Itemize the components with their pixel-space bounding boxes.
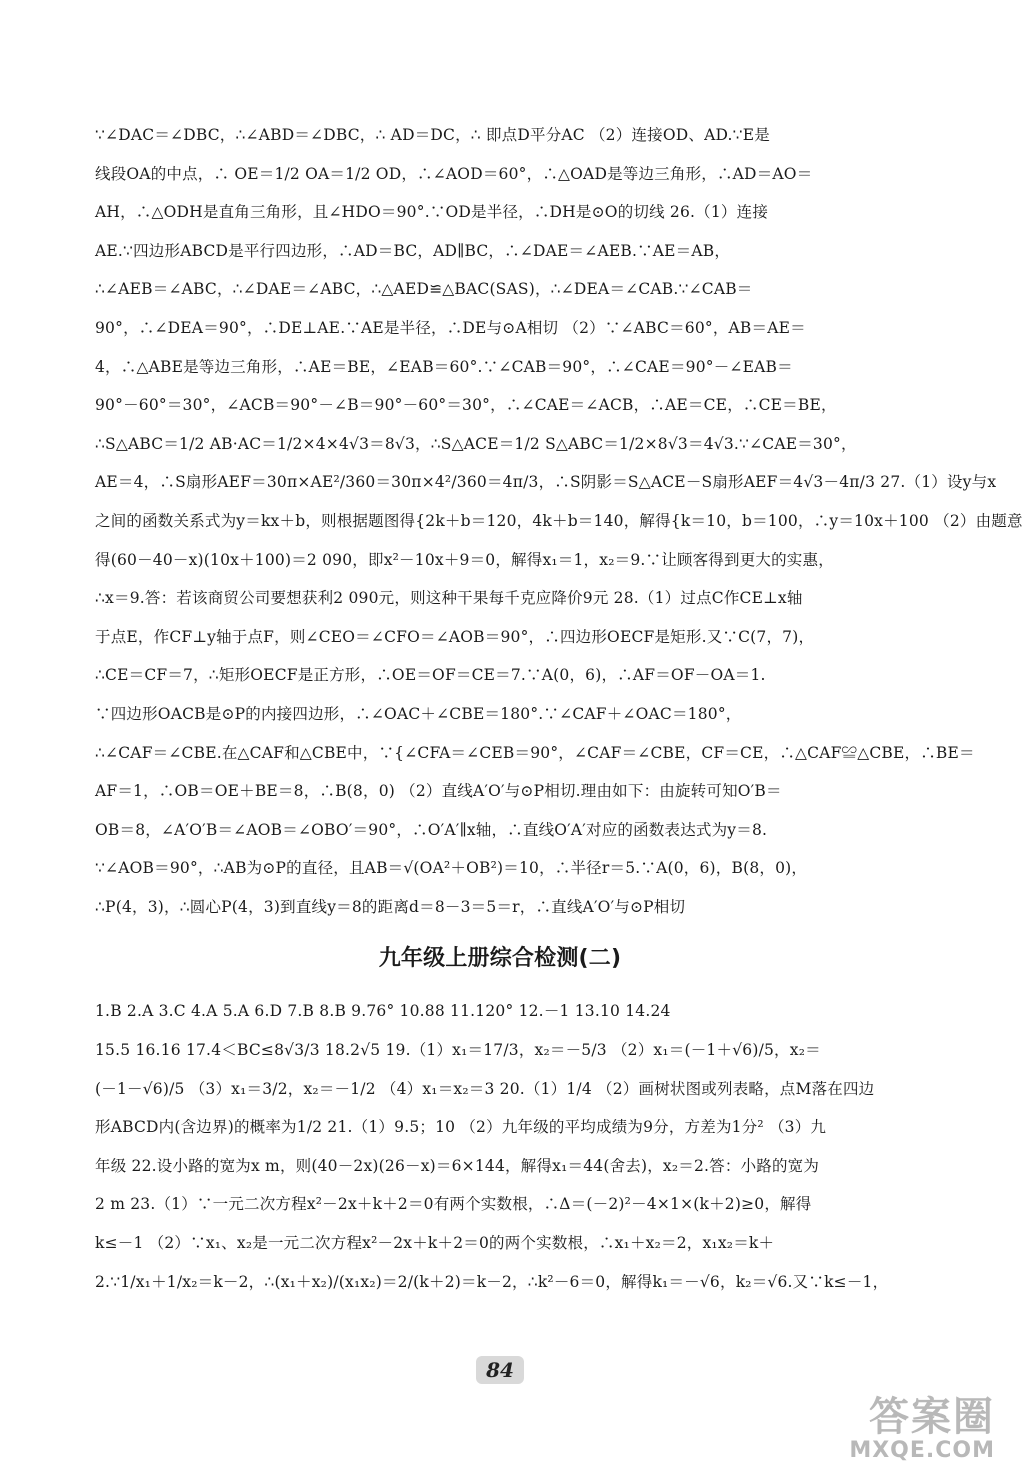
text-line: 90°－60°＝30°，∠ACB＝90°－∠B＝90°－60°＝30°，∴∠CAE＝∠ACB，∴AE＝CE，∴CE＝BE， — [95, 396, 837, 415]
text-line: 线段OA的中点，∴ OE＝1/2 OA＝1/2 OD，∴∠AOD＝60°，∴△OAD是等边三角形，∴AD＝AO＝ — [95, 164, 813, 183]
text-line: ∴∠CAF＝∠CBE.在△CAF和△CBE中，∵{∠CFA＝∠CEB＝90°，∠CAF＝∠CBE，CF＝CE，∴△CAF≌△CBE，∴BE＝ — [95, 743, 975, 762]
solution-lines — [95, 116, 1023, 926]
text-line: 之间的函数关系式为y＝kx＋b，则根据题图得{2k＋b＝120，4k＋b＝140，解得{k＝10，b＝100，∴y＝10x＋100 （2）由题意 — [95, 511, 1023, 530]
watermark-url: MXQE.COM — [849, 1438, 995, 1463]
text-line: ∴CE＝CF＝7，∴矩形OECF是正方形，∴OE＝OF＝CE＝7.∵A(0，6)，∴AF＝OF－OA＝1. — [95, 666, 766, 685]
text-line: 15.5 16.16 17.4＜BC≤8√3/3 18.2√5 19.（1）x₁＝17/3，x₂＝－5/3 （2）x₁＝(－1＋√6)/5，x₂＝ — [95, 1041, 821, 1060]
text-line: AH，∴△ODH是直角三角形，且∠HDO＝90°.∵OD是半径，∴DH是⊙O的切线 26.（1）连接 — [95, 203, 769, 222]
text-line: ∵∠AOB＝90°，∴AB为⊙P的直径，且AB＝√(OA²＋OB²)＝10，∴半径r＝5.∵A(0，6)，B(8，0)， — [95, 859, 808, 878]
text-line: 4，∴△ABE是等边三角形，∴AE＝BE，∠EAB＝60°.∵∠CAB＝90°，∴∠CAE＝90°－∠EAB＝ — [95, 357, 793, 376]
watermark-logo — [820, 1395, 995, 1465]
text-line: 形ABCD内(含边界)的概率为1/2 21.（1）9.5；10 （2）九年级的平均成绩为9分，方差为1分² （3）九 — [95, 1118, 827, 1137]
page-number: 84 — [476, 1356, 524, 1384]
text-line: ∴∠AEB＝∠ABC，∴∠DAE＝∠ABC，∴△AED≌△BAC(SAS)，∴∠DEA＝∠CAB.∵∠CAB＝ — [95, 280, 753, 299]
text-line: AF＝1，∴OB＝OE＋BE＝8，∴B(8，0) （2）直线A′O′与⊙P相切.理由如下：由旋转可知O′B＝ — [95, 782, 782, 801]
text-line: ∵∠DAC＝∠DBC，∴∠ABD＝∠DBC，∴ AD＝DC，∴ 即点D平分AC （2）连接OD、AD.∵E是 — [95, 126, 770, 144]
text-line: 1.B 2.A 3.C 4.A 5.A 6.D 7.B 8.B 9.76° 10.88 11.120° 12.－1 13.10 14.24 — [95, 1002, 671, 1021]
text-line: AE＝4，∴S扇形AEF＝30π×AE²/360＝30π×4²/360＝4π/3，∴S阴影＝S△ACE－S扇形AEF＝4√3－4π/3 27.（1）设y与x — [95, 473, 997, 492]
text-line: ∴x＝9.答：若该商贸公司要想获利2 090元，则这种干果每千克应降价9元 28.（1）过点C作CE⊥x轴 — [95, 589, 803, 608]
answer-lines — [95, 992, 905, 1301]
watermark-text: 答案圈 — [869, 1394, 995, 1440]
text-line: 年级 22.设小路的宽为x m，则(40－2x)(26－x)＝6×144，解得x₁＝44(舍去)，x₂＝2.答：小路的宽为 — [95, 1156, 820, 1175]
text-line: 90°，∴∠DEA＝90°，∴DE⊥AE.∵AE是半径，∴DE与⊙A相切 （2）∵∠ABC＝60°，AB＝AE＝ — [95, 318, 806, 337]
text-line: 2.∵1/x₁＋1/x₂＝k－2，∴(x₁＋x₂)/(x₁x₂)＝2/(k＋2)＝k－2，∴k²－6＝0，解得k₁＝－√6，k₂＝√6.又∵k≤－1， — [95, 1272, 889, 1291]
text-line: k≤－1 （2）∵x₁、x₂是一元二次方程x²－2x＋k＋2＝0的两个实数根，∴x₁＋x₂＝2，x₁x₂＝k＋ — [95, 1234, 775, 1253]
text-line: (－1－√6)/5 （3）x₁＝3/2，x₂＝－1/2 （4）x₁＝x₂＝3 20.（1）1/4 （2）画树状图或列表略，点M落在四边 — [95, 1079, 875, 1098]
text-line: 于点E，作CF⊥y轴于点F，则∠CEO＝∠CFO＝∠AOB＝90°，∴四边形OECF是矩形.又∵C(7，7)， — [95, 627, 815, 646]
text-line: OB＝8，∠A′O′B＝∠AOB＝∠OBO′＝90°，∴O′A′∥x轴，∴直线O′A′对应的函数表达式为y＝8. — [95, 820, 768, 839]
text-line: ∴S△ABC＝1/2 AB·AC＝1/2×4×4√3＝8√3，∴S△ACE＝1/2 S△ABC＝1/2×8√3＝4√3.∵∠CAE＝30°， — [95, 434, 857, 453]
text-line: 2 m 23.（1）∵一元二次方程x²－2x＋k＋2＝0有两个实数根，∴Δ＝(－2)²－4×1×(k＋2)≥0，解得 — [95, 1195, 812, 1214]
text-line: ∵四边形OACB是⊙P的内接四边形，∴∠OAC＋∠CBE＝180°.∵∠CAF＋∠OAC＝180°， — [95, 704, 742, 723]
text-line: 得(60－40－x)(10x＋100)＝2 090，即x²－10x＋9＝0，解得x₁＝1，x₂＝9.∵让顾客得到更大的实惠， — [95, 550, 834, 569]
text-line: ∴P(4，3)，∴圆心P(4，3)到直线y＝8的距离d＝8－3＝5＝r，∴直线A′O′与⊙P相切 — [95, 897, 686, 916]
section-title: 九年级上册综合检测(二) — [378, 946, 622, 972]
answer-text-block — [95, 116, 1023, 1301]
text-line: AE.∵四边形ABCD是平行四边形，∴AD＝BC，AD∥BC，∴∠DAE＝∠AEB.∵AE＝AB， — [95, 241, 731, 260]
